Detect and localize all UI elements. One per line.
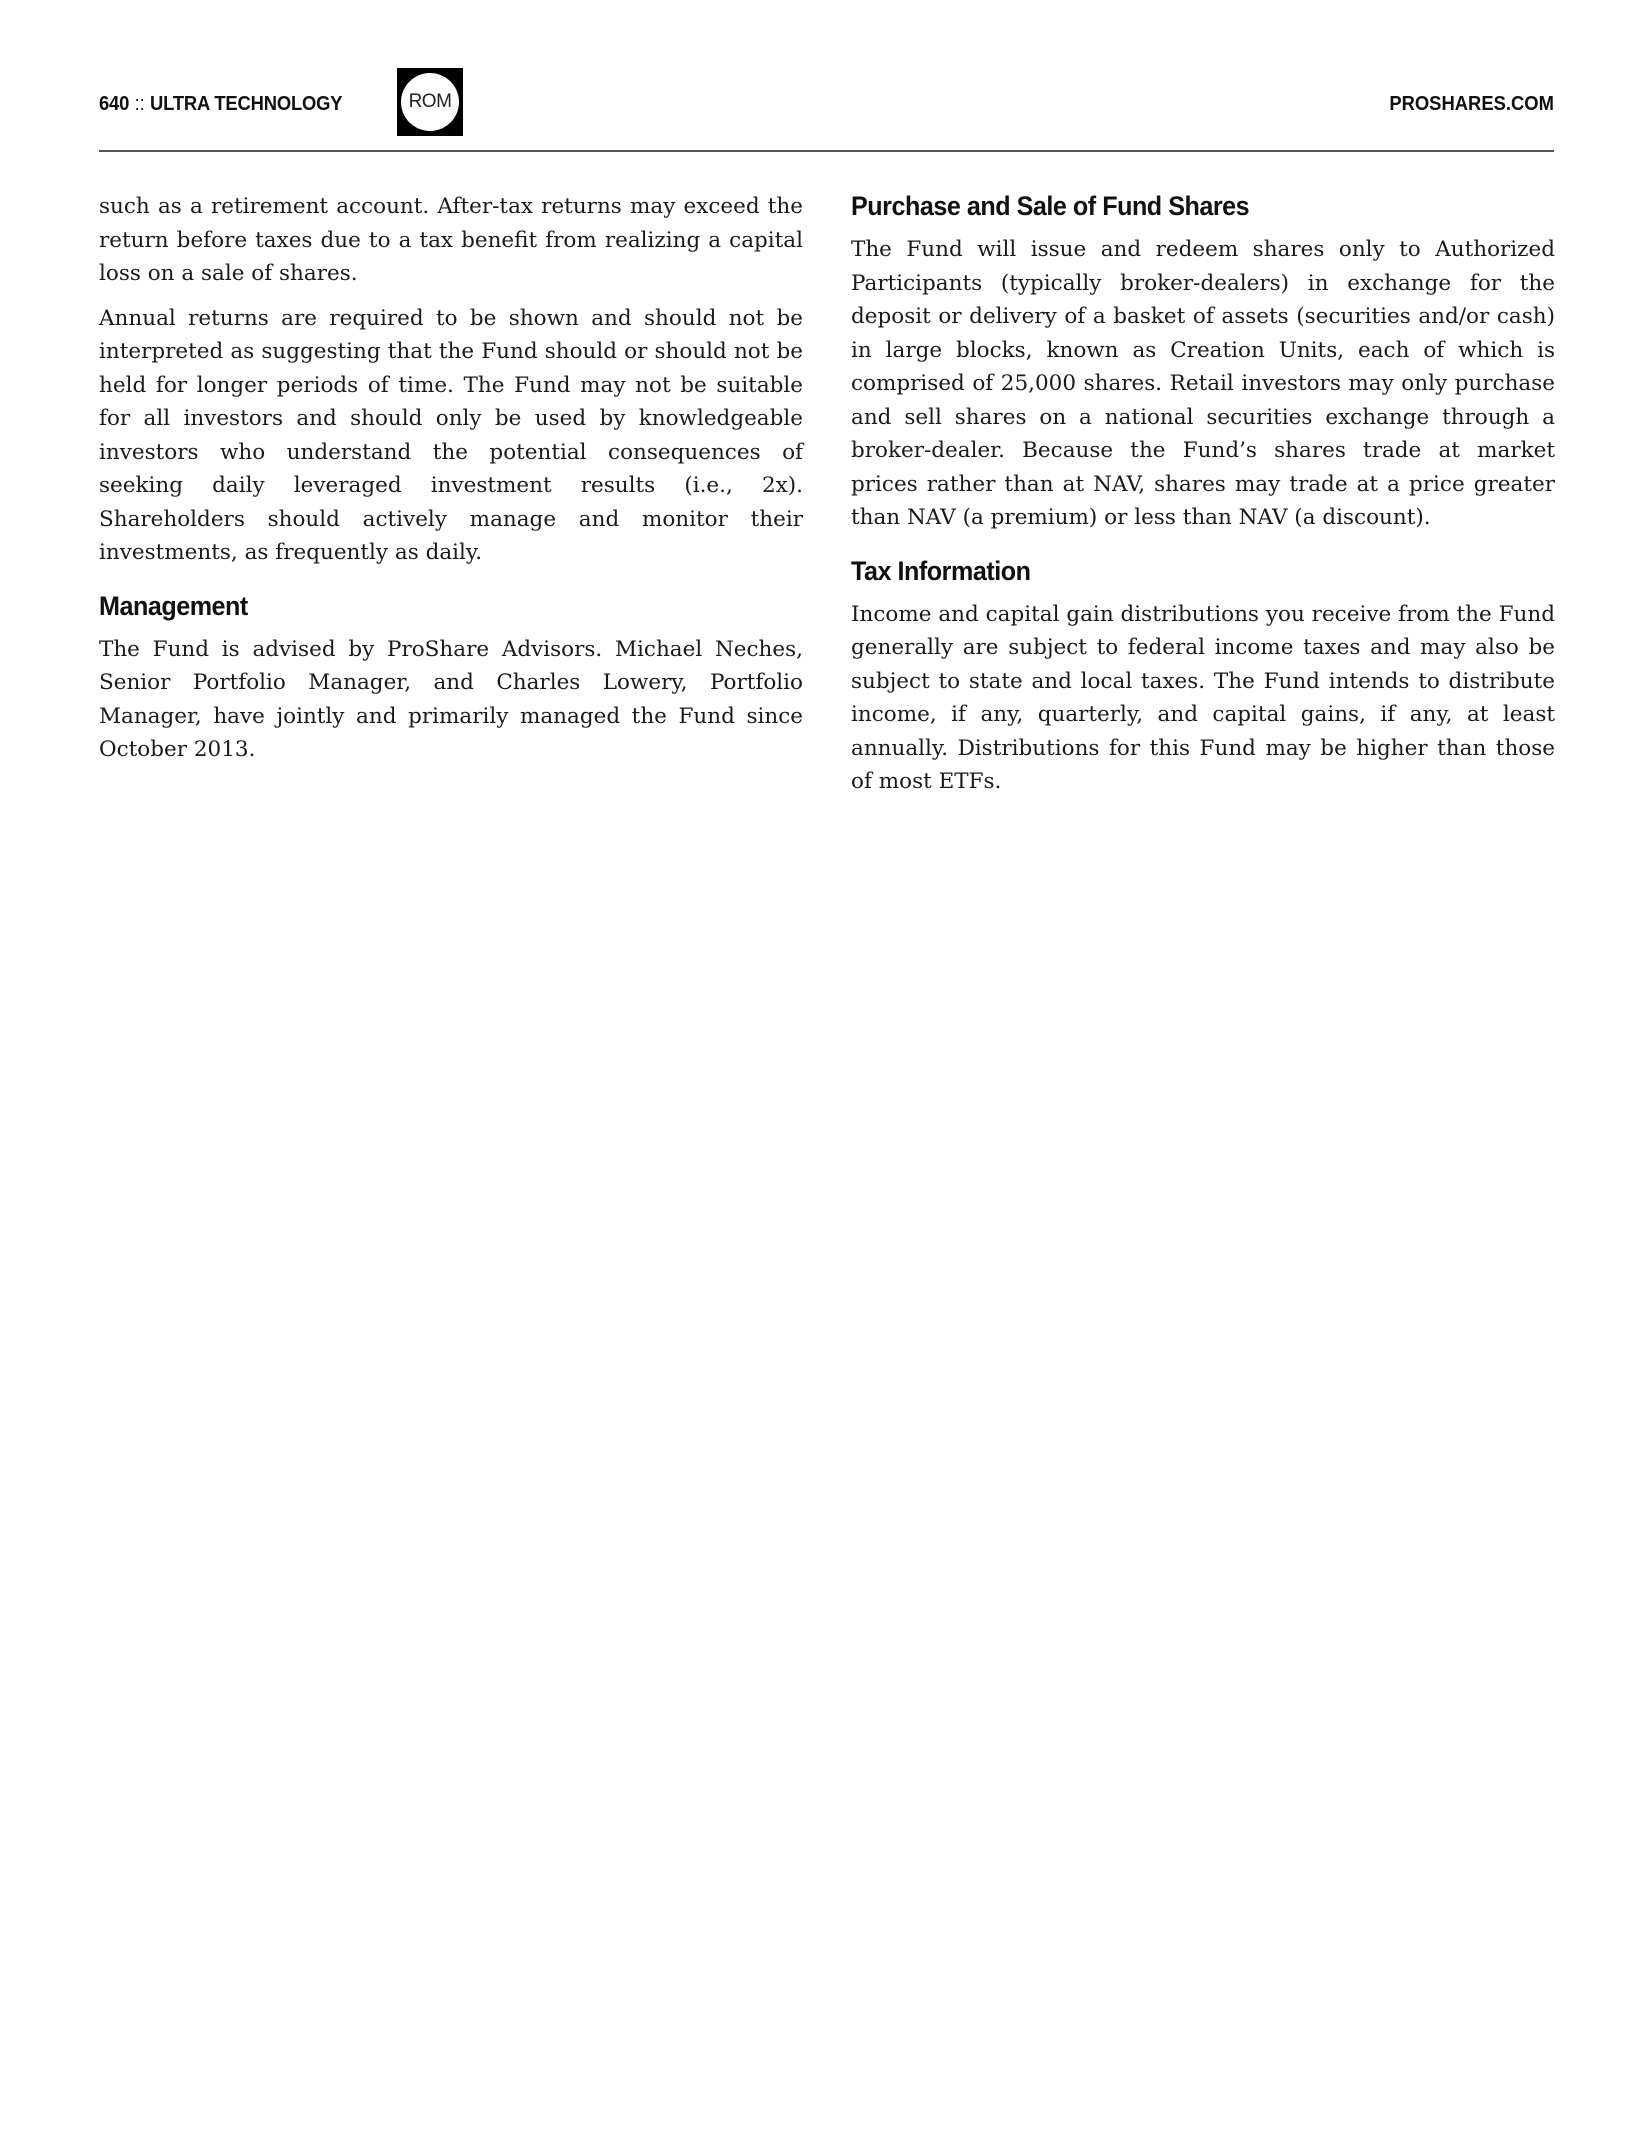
page-number: 640	[99, 92, 130, 115]
tax-information-paragraph: Income and capital gain distributions you receive from the Fund generally are subject to federal income taxes and may also be subject to state and local taxes. The Fund intends to distribute income, if any, quarterly, and capital gains, if any, at least annually. Distributions for this Fund may be higher than those of most ETFs.	[851, 601, 1555, 794]
tax-deferred-paragraph: such as a retirement account. After-tax returns may exceed the return before taxes due to a tax benefit from realizing a capital loss on a sale of shares.	[99, 194, 803, 286]
header-rule	[99, 150, 1554, 152]
left-column	[99, 190, 803, 778]
right-column	[851, 190, 1555, 810]
website-label: PROSHARES.COM	[1389, 92, 1554, 115]
ticker-symbol: ROM	[408, 91, 452, 112]
ticker-circle	[401, 73, 459, 131]
ticker-badge	[397, 68, 463, 136]
running-title	[99, 93, 342, 116]
page-header	[99, 68, 1554, 140]
management-heading: Management	[99, 590, 248, 621]
header-left	[99, 68, 364, 140]
purchase-sale-paragraph: The Fund will issue and redeem shares only to Authorized Participants (typically broker-dealers) in exchange for the deposit or delivery of a basket of assets (securities and/or cash) in large blocks, known as Creation Units, each of which is comprised of 25,000 shares. Retail investors may only purchase and sell shares on a national securities exchange through a broker-dealer. Because the Fund’s shares trade at market prices rather than at NAV, shares may trade at a price greater than NAV (a premium) or less than NAV (a discount).	[851, 237, 1555, 530]
tax-information-heading: Tax Information	[851, 555, 1031, 586]
management-paragraph: The Fund is advised by ProShare Advisors. Michael Neches, Senior Portfolio Manager, and Charles Lowery, Portfolio Manager, have jointly and primarily managed the Fund since October 2013.	[99, 636, 803, 762]
fund-name: ULTRA TECHNOLOGY	[150, 92, 343, 115]
purchase-sale-heading: Purchase and Sale of Fund Shares	[851, 191, 1250, 221]
annual-returns-paragraph: Annual returns are required to be shown and should not be interpreted as suggesting that the Fund should or should not be held for longer periods of time. The Fund may not be suitable for all investors and should only be used by knowledgeable investors who understand the potential consequences of seeking daily leveraged investment results (i.e., 2x). Shareholders should actively manage and monitor their investments, as frequently as daily.	[99, 305, 803, 565]
separator: ::	[134, 92, 145, 115]
